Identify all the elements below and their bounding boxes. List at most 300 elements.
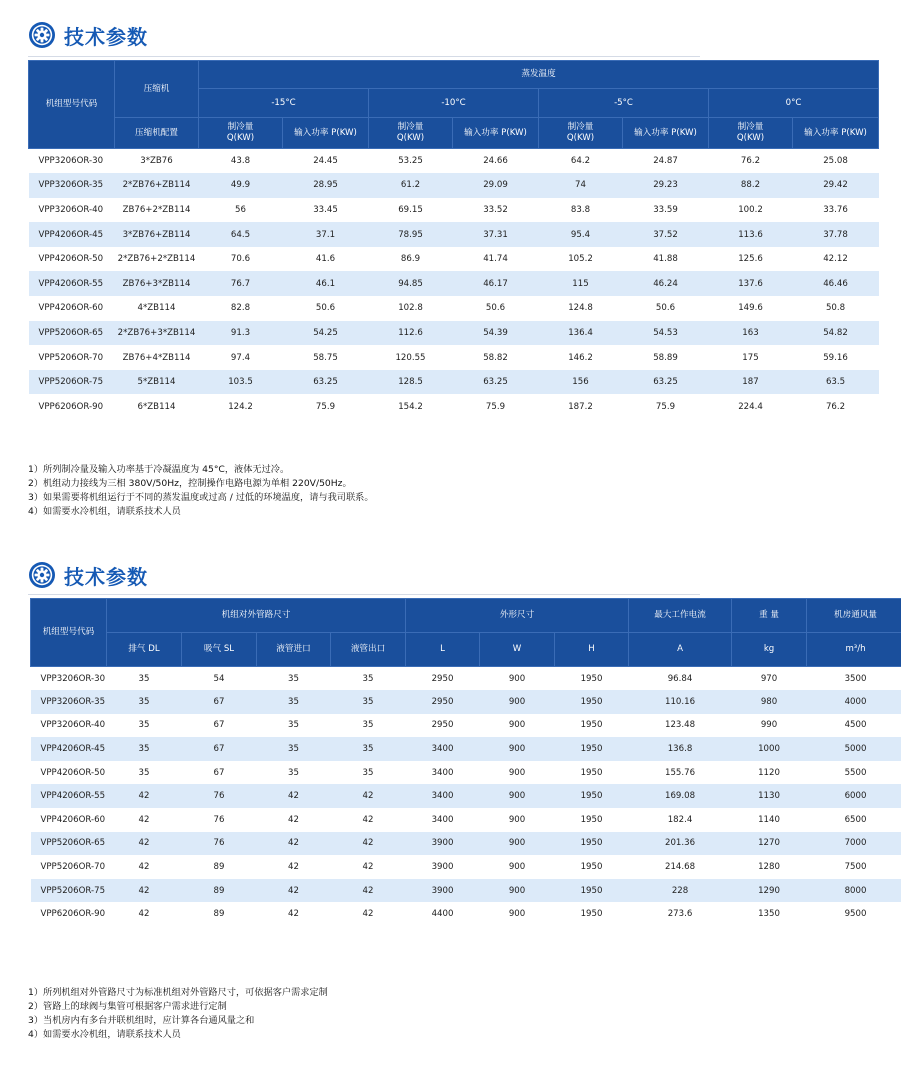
section2-title-block	[28, 560, 148, 590]
cell-value: 124.2	[228, 401, 253, 412]
cell-value: 33.52	[483, 204, 508, 215]
cell-value: 2950	[431, 673, 454, 684]
cell-value: 146.2	[568, 352, 593, 363]
cell-value: 76.7	[199, 271, 283, 296]
cell-compressor-config: 2*ZB76+2*ZB114	[117, 254, 196, 265]
cell-value: 37.52	[623, 222, 709, 247]
cell-value: 63.25	[623, 370, 709, 395]
cell-value: 3400	[431, 814, 454, 825]
cell-value: 42	[331, 879, 406, 903]
cell-value: 42	[138, 909, 150, 920]
cell-model: VPP5206OR-75	[31, 879, 107, 903]
cell-model: VPP4206OR-50	[40, 767, 106, 778]
header-liquid-in: 液管进口	[257, 633, 331, 667]
section2-title: 技术参数	[64, 564, 148, 589]
cell-value: 900	[508, 720, 526, 731]
cell-value: 35	[138, 673, 150, 684]
cell-value: 1270	[732, 832, 807, 856]
cell-value: 136.8	[629, 737, 732, 761]
cell-value: 74	[539, 173, 623, 198]
cell-value: 37.78	[793, 222, 879, 247]
cell-value: 1950	[580, 767, 603, 778]
header-weight-unit: kg	[732, 633, 807, 667]
cell-value: 137.6	[709, 271, 793, 296]
cell-value: 35	[107, 690, 182, 714]
cell-value: 900	[480, 690, 555, 714]
cell-model: VPP5206OR-70	[38, 352, 104, 363]
cell-model: VPP4206OR-50	[38, 254, 104, 265]
header-input-power: 输入功率 P(KW)	[623, 118, 709, 149]
cell-value: 78.95	[369, 222, 453, 247]
cell-value: 76	[182, 832, 257, 856]
cell-value: 61.2	[369, 173, 453, 198]
cell-value: 1140	[758, 814, 780, 825]
cell-value: 58.82	[483, 352, 508, 363]
cell-value: 900	[480, 737, 555, 761]
cell-value: 7500	[844, 862, 867, 873]
cell-model: VPP4206OR-60	[40, 814, 106, 825]
cell-value: 29.23	[623, 173, 709, 198]
cell-model: VPP3206OR-35	[31, 690, 107, 714]
cell-value: 67	[213, 767, 225, 778]
table-row	[29, 198, 879, 223]
header-width: W	[480, 633, 555, 667]
cell-value: 37.31	[453, 222, 539, 247]
cell-model: VPP3206OR-40	[40, 720, 106, 731]
cell-value: 41.6	[315, 254, 336, 265]
header-cooling-capacity: 制冷量 Q(KW)	[539, 118, 623, 149]
cell-model: VPP6206OR-90	[40, 909, 106, 920]
cell-value: 35	[138, 767, 150, 778]
cell-compressor-config: 3*ZB76+ZB114	[115, 222, 199, 247]
cell-value: 1950	[555, 784, 629, 808]
cell-value: 53.25	[398, 156, 423, 167]
cell-value: 42	[362, 909, 374, 920]
table-row	[29, 370, 879, 395]
table-row	[31, 714, 901, 738]
header-temp-0: 0°C	[709, 89, 879, 118]
table-row	[31, 690, 901, 714]
cell-value: 136.4	[539, 321, 623, 346]
cell-value: 1950	[555, 737, 629, 761]
cell-value: 6000	[807, 784, 901, 808]
cell-value: 67	[213, 720, 225, 731]
brand-logo-icon	[28, 561, 56, 589]
cell-value: 1290	[732, 879, 807, 903]
header-model: 机组型号代码	[29, 61, 115, 149]
cell-value: 46.24	[623, 271, 709, 296]
cell-value: 54.39	[453, 321, 539, 346]
cell-value: 102.8	[398, 303, 423, 314]
header-discharge: 排气 DL	[107, 633, 182, 667]
table-row	[31, 761, 901, 785]
cell-value: 35	[257, 690, 331, 714]
header-model: 机组型号代码	[31, 599, 107, 667]
cell-value: 76	[182, 784, 257, 808]
cell-value: 41.74	[483, 254, 508, 265]
cell-value: 42	[138, 814, 150, 825]
cell-value: 3900	[406, 832, 480, 856]
note-line: 4）如需要水冷机组，请联系技术人员	[28, 1029, 181, 1040]
cell-value: 128.5	[369, 370, 453, 395]
cell-value: 94.85	[369, 271, 453, 296]
cell-value: 42	[257, 832, 331, 856]
cell-value: 58.89	[653, 352, 678, 363]
cell-value: 83.8	[570, 204, 591, 215]
cell-value: 42	[257, 879, 331, 903]
cell-value: 70.6	[230, 254, 251, 265]
cell-value: 1950	[580, 862, 603, 873]
cell-value: 900	[480, 784, 555, 808]
header-max-current: 最大工作电流	[629, 599, 732, 633]
cell-value: 89	[213, 862, 225, 873]
cell-model: VPP4206OR-45	[29, 222, 115, 247]
cell-value: 54.82	[793, 321, 879, 346]
note-line: 2）机组动力接线为三相 380V/50Hz，控制操作电路电源为单相 220V/50Hz。	[28, 478, 352, 489]
cell-compressor-config: 2*ZB76+ZB114	[115, 173, 199, 198]
cell-value: 42	[362, 814, 374, 825]
cell-value: 3500	[844, 673, 867, 684]
cell-value: 125.6	[738, 254, 763, 265]
header-compressor-config: 压缩机配置	[115, 118, 199, 149]
cell-model: VPP3206OR-35	[29, 173, 115, 198]
cell-value: 154.2	[398, 401, 423, 412]
cell-compressor-config: ZB76+3*ZB114	[115, 271, 199, 296]
cell-compressor-config: ZB76+2*ZB114	[122, 204, 191, 215]
header-temp-minus15: -15°C	[199, 89, 369, 118]
table-row	[31, 832, 901, 856]
cell-value: 29.09	[453, 173, 539, 198]
note-line: 3）如果需要将机组运行于不同的蒸发温度或过高 / 过低的环境温度，请与我司联系。	[28, 492, 374, 503]
cell-model: VPP3206OR-30	[40, 673, 106, 684]
cell-value: 1950	[580, 673, 603, 684]
cell-value: 7000	[807, 832, 901, 856]
table-row	[29, 271, 879, 296]
header-cooling-capacity: 制冷量 Q(KW)	[199, 118, 283, 149]
cell-compressor-config: 6*ZB114	[137, 401, 176, 412]
cell-value: 88.2	[709, 173, 793, 198]
cell-model: VPP5206OR-65	[29, 321, 115, 346]
cell-value: 69.15	[398, 204, 423, 215]
cell-value: 35	[362, 673, 374, 684]
cell-value: 900	[508, 673, 526, 684]
cell-value: 1950	[580, 720, 603, 731]
cell-value: 35	[288, 720, 299, 731]
cell-value: 115	[539, 271, 623, 296]
cell-value: 35	[331, 737, 406, 761]
cell-value: 63.5	[793, 370, 879, 395]
header-airflow-unit: m³/h	[807, 633, 901, 667]
cell-value: 89	[182, 879, 257, 903]
cell-value: 120.55	[395, 352, 426, 363]
performance-table	[28, 60, 879, 419]
note-line: 3）当机房内有多台并联机组时，应计算各台通风量之和	[28, 1015, 255, 1026]
section1-title: 技术参数	[64, 24, 148, 49]
cell-value: 35	[362, 767, 374, 778]
cell-value: 8000	[807, 879, 901, 903]
table-row	[29, 247, 879, 272]
cell-value: 46.46	[793, 271, 879, 296]
cell-value: 187	[709, 370, 793, 395]
header-evaporating-temp: 蒸发温度	[199, 61, 879, 89]
cell-value: 1950	[555, 690, 629, 714]
cell-value: 82.8	[230, 303, 251, 314]
cell-value: 28.95	[283, 173, 369, 198]
cell-compressor-config: 2*ZB76+3*ZB114	[115, 321, 199, 346]
cell-value: 2950	[406, 690, 480, 714]
cell-value: 214.68	[664, 862, 696, 873]
cell-value: 9500	[844, 909, 867, 920]
cell-model: VPP5206OR-75	[29, 370, 115, 395]
cell-value: 2950	[431, 720, 454, 731]
cell-value: 163	[709, 321, 793, 346]
cell-value: 24.87	[653, 156, 678, 167]
cell-model: VPP4206OR-55	[29, 271, 115, 296]
cell-value: 1350	[758, 909, 780, 920]
header-input-power: 输入功率 P(KW)	[283, 118, 369, 149]
cell-value: 113.6	[709, 222, 793, 247]
section1-notes	[28, 463, 374, 519]
cell-value: 201.36	[629, 832, 732, 856]
cell-compressor-config: 3*ZB76	[140, 156, 173, 167]
cell-value: 75.9	[655, 401, 676, 412]
cell-model: VPP5206OR-65	[31, 832, 107, 856]
cell-value: 41.88	[653, 254, 678, 265]
cell-value: 112.6	[369, 321, 453, 346]
cell-value: 76.2	[740, 156, 761, 167]
header-temp-minus10: -10°C	[369, 89, 539, 118]
cell-value: 900	[508, 862, 526, 873]
cell-value: 25.08	[823, 156, 848, 167]
cell-value: 75.9	[315, 401, 336, 412]
cell-value: 4000	[807, 690, 901, 714]
cell-value: 1950	[580, 909, 603, 920]
cell-value: 35	[288, 673, 299, 684]
cell-value: 123.48	[664, 720, 696, 731]
section1-title-divider	[28, 56, 700, 57]
cell-value: 59.16	[823, 352, 848, 363]
cell-value: 187.2	[568, 401, 593, 412]
cell-value: 42	[362, 862, 374, 873]
cell-value: 63.25	[283, 370, 369, 395]
table-row	[29, 149, 879, 174]
cell-value: 37.1	[283, 222, 369, 247]
cell-value: 6500	[844, 814, 867, 825]
cell-value: 29.42	[793, 173, 879, 198]
cell-value: 224.4	[738, 401, 763, 412]
cell-value: 95.4	[539, 222, 623, 247]
cell-value: 3900	[406, 879, 480, 903]
cell-value: 35	[331, 690, 406, 714]
cell-value: 103.5	[199, 370, 283, 395]
cell-value: 3400	[406, 784, 480, 808]
header-input-power: 输入功率 P(KW)	[793, 118, 879, 149]
cell-value: 76	[213, 814, 225, 825]
cell-value: 76.2	[825, 401, 846, 412]
cell-model: VPP3206OR-40	[38, 204, 104, 215]
cell-value: 900	[508, 814, 526, 825]
header-temp-minus5: -5°C	[539, 89, 709, 118]
cell-value: 105.2	[568, 254, 593, 265]
cell-value: 1950	[580, 814, 603, 825]
cell-value: 35	[257, 737, 331, 761]
cell-value: 970	[760, 673, 778, 684]
cell-model: VPP5206OR-70	[40, 862, 106, 873]
cell-value: 42	[107, 879, 182, 903]
cell-value: 110.16	[629, 690, 732, 714]
brand-logo-icon	[28, 21, 56, 49]
cell-value: 182.4	[667, 814, 693, 825]
cell-value: 900	[508, 767, 526, 778]
cell-model: VPP4206OR-45	[31, 737, 107, 761]
cell-value: 89	[213, 909, 225, 920]
cell-value: 155.76	[664, 767, 696, 778]
table-row	[31, 737, 901, 761]
table-row	[31, 667, 901, 691]
cell-value: 100.2	[738, 204, 763, 215]
cell-value: 42.12	[823, 254, 848, 265]
cell-value: 900	[480, 832, 555, 856]
cell-value: 1280	[758, 862, 780, 873]
cell-value: 50.6	[655, 303, 676, 314]
cell-value: 56	[235, 204, 246, 215]
cell-value: 156	[539, 370, 623, 395]
cell-value: 228	[629, 879, 732, 903]
cell-value: 900	[480, 879, 555, 903]
cell-value: 64.5	[199, 222, 283, 247]
cell-value: 175	[742, 352, 759, 363]
cell-value: 49.9	[199, 173, 283, 198]
cell-value: 3400	[406, 737, 480, 761]
cell-compressor-config: 5*ZB114	[115, 370, 199, 395]
note-line: 2）管路上的球阀与集管可根据客户需求进行定制	[28, 1001, 227, 1012]
note-line: 1）所列机组对外管路尺寸为标准机组对外管路尺寸，可依据客户需求定制	[28, 987, 328, 998]
section1-title-block	[28, 20, 148, 50]
header-current-unit: A	[629, 633, 732, 667]
cell-value: 42	[331, 832, 406, 856]
cell-value: 75.9	[485, 401, 506, 412]
cell-value: 4400	[431, 909, 454, 920]
cell-value: 169.08	[629, 784, 732, 808]
cell-value: 97.4	[230, 352, 251, 363]
cell-value: 67	[182, 737, 257, 761]
cell-model: VPP3206OR-30	[38, 156, 104, 167]
cell-value: 35	[362, 720, 374, 731]
cell-compressor-config: 4*ZB114	[137, 303, 176, 314]
dimensions-table	[30, 598, 901, 926]
cell-value: 91.3	[199, 321, 283, 346]
cell-value: 1120	[758, 767, 780, 778]
cell-value: 24.66	[483, 156, 508, 167]
cell-value: 42	[107, 784, 182, 808]
cell-value: 35	[138, 720, 150, 731]
cell-value: 3400	[431, 767, 454, 778]
cell-value: 42	[107, 832, 182, 856]
cell-value: 124.8	[568, 303, 593, 314]
cell-value: 1950	[555, 832, 629, 856]
header-airflow: 机房通风量	[807, 599, 901, 633]
cell-value: 42	[288, 862, 299, 873]
cell-value: 5500	[844, 767, 867, 778]
cell-value: 42	[257, 784, 331, 808]
cell-value: 1130	[732, 784, 807, 808]
cell-value: 86.9	[400, 254, 421, 265]
cell-value: 63.25	[453, 370, 539, 395]
cell-model: VPP4206OR-55	[31, 784, 107, 808]
section2-notes	[28, 986, 328, 1042]
performance-table-body	[29, 149, 879, 420]
cell-value: 42	[288, 814, 299, 825]
cell-value: 5000	[807, 737, 901, 761]
cell-value: 273.6	[667, 909, 693, 920]
cell-value: 42	[138, 862, 150, 873]
cell-value: 50.6	[485, 303, 506, 314]
cell-value: 1950	[555, 879, 629, 903]
header-length: L	[406, 633, 480, 667]
cell-value: 67	[182, 690, 257, 714]
header-cooling-capacity: 制冷量 Q(KW)	[709, 118, 793, 149]
cell-model: VPP6206OR-90	[38, 401, 104, 412]
header-cooling-capacity: 制冷量 Q(KW)	[369, 118, 453, 149]
table-row	[29, 222, 879, 247]
cell-value: 54.53	[623, 321, 709, 346]
cell-value: 46.17	[453, 271, 539, 296]
table-row	[31, 855, 901, 879]
cell-value: 980	[732, 690, 807, 714]
cell-value: 42	[288, 909, 299, 920]
cell-value: 990	[760, 720, 778, 731]
cell-value: 96.84	[667, 673, 693, 684]
cell-value: 58.75	[313, 352, 338, 363]
cell-value: 24.45	[313, 156, 338, 167]
header-liquid-out: 液管出口	[331, 633, 406, 667]
header-dimensions: 外形尺寸	[406, 599, 629, 633]
cell-value: 4500	[844, 720, 867, 731]
cell-value: 64.2	[570, 156, 591, 167]
header-suction: 吸气 SL	[182, 633, 257, 667]
cell-value: 33.59	[653, 204, 678, 215]
cell-value: 1000	[732, 737, 807, 761]
cell-value: 33.45	[313, 204, 338, 215]
header-height: H	[555, 633, 629, 667]
section2-title-divider	[28, 594, 700, 595]
dimensions-table-body	[31, 667, 901, 927]
table-row	[29, 296, 879, 321]
cell-model: VPP4206OR-60	[38, 303, 104, 314]
note-line: 4）如需要水冷机组，请联系技术人员	[28, 506, 181, 517]
cell-value: 35	[288, 767, 299, 778]
cell-value: 46.1	[283, 271, 369, 296]
cell-value: 149.6	[738, 303, 763, 314]
table-row	[29, 173, 879, 198]
cell-value: 54	[213, 673, 225, 684]
table-row	[29, 321, 879, 346]
cell-value: 3900	[431, 862, 454, 873]
cell-value: 50.8	[825, 303, 846, 314]
table-row	[31, 784, 901, 808]
table-row	[29, 345, 879, 370]
cell-value: 50.6	[315, 303, 336, 314]
table-row	[31, 808, 901, 832]
header-compressor: 压缩机	[115, 61, 199, 118]
cell-value: 33.76	[823, 204, 848, 215]
header-input-power: 输入功率 P(KW)	[453, 118, 539, 149]
cell-value: 54.25	[283, 321, 369, 346]
cell-value: 35	[107, 737, 182, 761]
table-row	[31, 902, 901, 926]
header-pipe-size: 机组对外管路尺寸	[107, 599, 406, 633]
cell-value: 43.8	[230, 156, 251, 167]
